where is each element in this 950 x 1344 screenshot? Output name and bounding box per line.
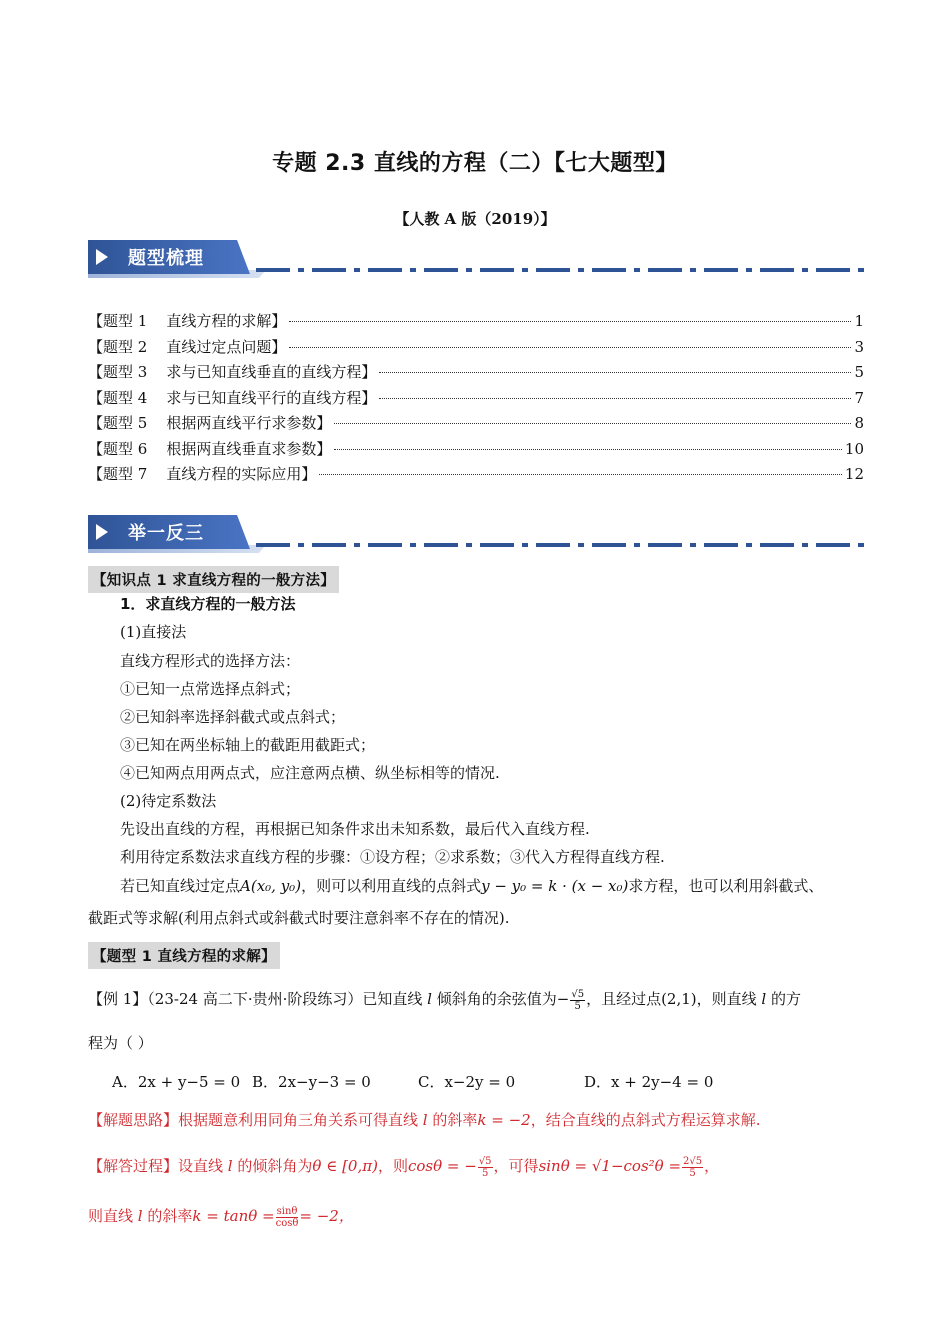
math-tan: k = tanθ = xyxy=(192,1207,275,1225)
option-a[interactable]: A．2x + y−5 = 0 xyxy=(112,1073,241,1091)
text-run: ，且经过点(2,1)，则直线 xyxy=(586,990,757,1008)
toc-entry[interactable] xyxy=(88,387,864,413)
toc-label: 【题型 1 直线方程的求解】 xyxy=(88,312,287,330)
edition-label: 【人教 A 版（2019）】 xyxy=(394,210,556,228)
text-run: 求方程，也可以利用斜截式、 xyxy=(628,877,824,895)
toc-label: 【题型 6 根据两直线垂直求参数】 xyxy=(88,439,332,458)
toc-entry[interactable] xyxy=(88,463,864,489)
knowledge-line: ①已知一点常选择点斜式； xyxy=(120,680,301,698)
toc-page-number: 5 xyxy=(854,363,864,381)
knowledge-line: 先设出直线的方程，再根据已知条件求出未知系数，最后代入直线方程. xyxy=(120,820,590,838)
toc-label: 【题型 3 求与已知直线垂直的直线方程】 xyxy=(88,363,377,381)
denominator: 5 xyxy=(481,1167,489,1179)
math-point: A(x₀, y₀) xyxy=(240,877,302,895)
practice-banner xyxy=(88,515,866,553)
toc-page-number: 8 xyxy=(854,414,864,432)
knowledge-line: (1)直接法 xyxy=(120,623,187,641)
toc-leader xyxy=(319,474,842,475)
math-var-l: l xyxy=(422,1111,428,1129)
text-run: 的斜率 xyxy=(147,1207,193,1225)
text-run: 【解题思路】根据题意利用同角三角关系可得直线 xyxy=(88,1111,419,1129)
knowledge-line: 直线方程形式的选择方法： xyxy=(120,652,301,670)
knowledge-heading: 【知识点 1 求直线方程的一般方法】 xyxy=(88,566,339,593)
math-cos: cosθ = − xyxy=(407,1157,477,1175)
text-run: ，可得 xyxy=(493,1157,539,1175)
toc-leader xyxy=(334,449,842,450)
banner-label: 举一反三 xyxy=(128,523,204,544)
denominator: 5 xyxy=(574,1000,581,1012)
toc-page-number: 7 xyxy=(854,388,864,407)
table-of-contents xyxy=(88,310,864,489)
fraction xyxy=(276,1206,299,1229)
toc-entry[interactable] xyxy=(88,438,864,464)
option-b[interactable]: B．2x−y−3 = 0 xyxy=(252,1073,371,1091)
numerator: √5 xyxy=(571,988,585,1000)
text-run: 若已知直线过定点 xyxy=(120,877,241,895)
math-var-l: l xyxy=(761,990,767,1008)
play-triangle-icon xyxy=(96,524,108,540)
text-run: 倾斜角的余弦值为− xyxy=(436,990,570,1008)
banner-label: 题型梳理 xyxy=(128,248,204,269)
banner-dash-line xyxy=(256,268,866,272)
toc-entry[interactable] xyxy=(88,336,864,362)
math-var-l: l xyxy=(227,1157,233,1175)
math-formula: y − y₀ = k · (x − x₀) xyxy=(481,877,629,895)
play-triangle-icon xyxy=(96,249,108,265)
math-var-l: l xyxy=(137,1207,143,1225)
fraction xyxy=(570,989,585,1012)
math-result: = −2， xyxy=(299,1207,354,1225)
text-run: 【解答过程】设直线 xyxy=(88,1157,224,1175)
solution-process xyxy=(88,1155,719,1179)
math-sin: sinθ = √1−cos²θ = xyxy=(538,1157,682,1175)
toc-label: 【题型 2 直线过定点问题】 xyxy=(88,337,287,356)
text-run: ，则 xyxy=(377,1157,408,1175)
option-d[interactable]: D．x + 2y−4 = 0 xyxy=(584,1073,714,1091)
denominator: 5 xyxy=(689,1167,696,1179)
example-1-text: 程为（ ） xyxy=(88,1034,153,1052)
toc-label: 【题型 4 求与已知直线平行的直线方程】 xyxy=(88,388,377,407)
toc-page-number: 1 xyxy=(854,312,864,330)
text-run: 则直线 xyxy=(88,1207,134,1225)
math-slope: k = −2 xyxy=(477,1111,531,1129)
toc-page-number: 3 xyxy=(854,337,864,356)
toc-leader xyxy=(289,347,851,348)
text-run: ，则可以利用直线的点斜式 xyxy=(301,877,482,895)
text-run: 的方 xyxy=(771,990,802,1008)
option-c[interactable]: C．x−2y = 0 xyxy=(418,1073,516,1091)
toc-label: 【题型 5 根据两直线平行求参数】 xyxy=(88,414,332,432)
toc-entry[interactable] xyxy=(88,412,864,438)
type1-heading: 【题型 1 直线方程的求解】 xyxy=(88,942,280,969)
text-run: 的倾斜角为 xyxy=(237,1157,313,1175)
math-theta-range: θ ∈ [0,π) xyxy=(312,1157,378,1175)
math-var-l: l xyxy=(427,990,432,1008)
page-title: 专题 2.3 直线的方程（二）【七大题型】 xyxy=(272,151,678,176)
toc-label: 【题型 7 直线方程的实际应用】 xyxy=(88,465,317,483)
numerator: 2√5 xyxy=(683,1155,703,1167)
knowledge-line: (2)待定系数法 xyxy=(120,792,217,810)
toc-leader xyxy=(379,372,851,373)
text-run: ，结合直线的点斜式方程运算求解. xyxy=(530,1111,761,1129)
text-run: ， xyxy=(704,1157,720,1175)
knowledge-subheading: 1．求直线方程的一般方法 xyxy=(120,595,296,613)
toc-banner xyxy=(88,240,866,278)
knowledge-line: ④已知两点用两点式，应注意两点横、纵坐标相等的情况. xyxy=(120,764,500,782)
knowledge-paragraph xyxy=(120,875,823,896)
toc-leader xyxy=(289,321,851,322)
text-run: 【例 1】（23-24 高二下·贵州·阶段练习）已知直线 xyxy=(88,990,423,1008)
solution-process xyxy=(88,1205,354,1229)
toc-page-number: 12 xyxy=(844,465,864,483)
toc-entry[interactable] xyxy=(88,310,864,336)
banner-dash-line xyxy=(256,543,866,547)
denominator: cosθ xyxy=(275,1217,299,1229)
toc-entry[interactable] xyxy=(88,361,864,387)
example-1-text xyxy=(88,988,801,1012)
fraction xyxy=(682,1156,703,1179)
toc-leader xyxy=(379,398,851,399)
text-run: 的斜率 xyxy=(432,1111,478,1129)
toc-page-number: 10 xyxy=(844,439,864,458)
knowledge-line: ②已知斜率选择斜截式或点斜式； xyxy=(120,708,346,726)
knowledge-line: 利用待定系数法求直线方程的步骤：①设方程；②求系数；③代入方程得直线方程. xyxy=(120,848,665,866)
knowledge-line: 截距式等求解(利用点斜式或斜截式时要注意斜率不存在的情况). xyxy=(88,909,510,927)
toc-leader xyxy=(334,423,851,424)
fraction xyxy=(478,1156,493,1179)
numerator: √5 xyxy=(478,1155,492,1167)
solution-idea xyxy=(88,1109,761,1130)
knowledge-line: ③已知在两坐标轴上的截距用截距式； xyxy=(120,736,376,754)
numerator: sinθ xyxy=(276,1205,298,1217)
